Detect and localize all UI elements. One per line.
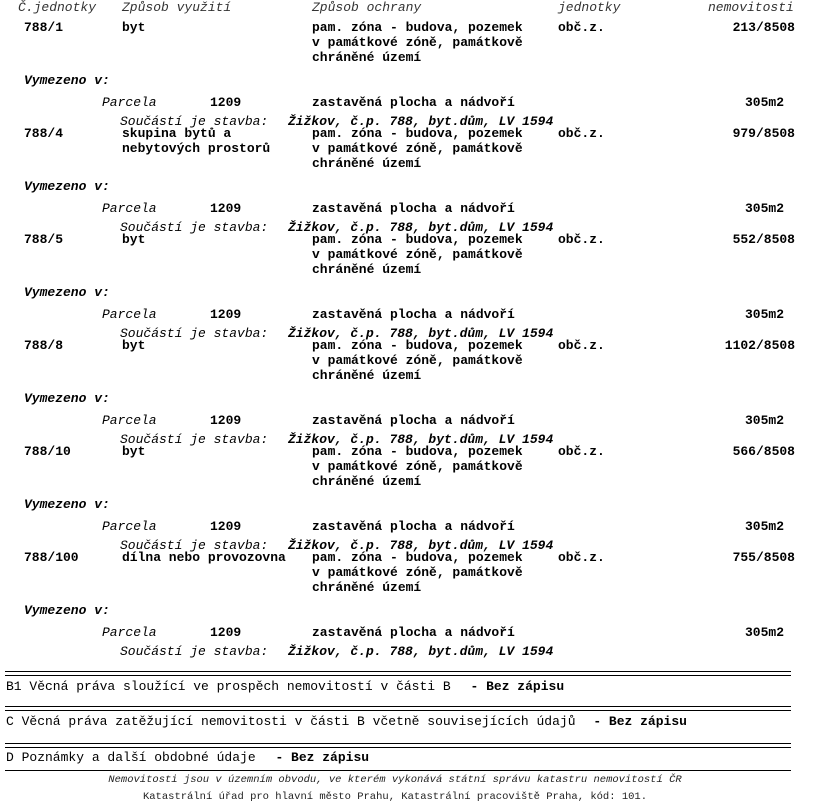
parcel-area: 305m2 (744, 413, 784, 428)
footer-rule (5, 770, 791, 771)
section-d-title: D Poznámky a další obdobné údaje (6, 750, 256, 765)
protection-line-3: chráněné území (312, 50, 422, 65)
protection-line-1: pam. zóna - budova, pozemek (312, 20, 523, 35)
protection-line-2: v památkové zóně, památkově (312, 35, 523, 50)
unit-use-line-1: byt (122, 20, 146, 35)
protection-line-1: pam. zóna - budova, pozemek (312, 338, 523, 353)
parcel-number: 1209 (210, 95, 242, 110)
unit-id: 788/5 (24, 232, 64, 247)
protection-line-1: pam. zóna - budova, pozemek (312, 126, 523, 141)
unit-type: obč.z. (558, 444, 605, 459)
protection-line-1: pam. zóna - budova, pozemek (312, 232, 523, 247)
section-b1-status: - Bez zápisu (470, 679, 565, 694)
building-info: Žižkov, č.p. 788, byt.dům, LV 1594 (288, 644, 554, 659)
parcel-number: 1209 (210, 413, 242, 428)
unit-share: 979/8508 (732, 126, 795, 141)
protection-line-1: pam. zóna - budova, pozemek (312, 444, 523, 459)
parcel-area: 305m2 (744, 95, 784, 110)
parcel-number: 1209 (210, 201, 242, 216)
protection-line-3: chráněné území (312, 156, 422, 171)
parcel-label: Parcela (102, 201, 157, 216)
section-d (6, 750, 369, 765)
parcel-number: 1209 (210, 307, 242, 322)
building-info: Žižkov, č.p. 788, byt.dům, LV 1594 (288, 538, 554, 553)
parcel-label: Parcela (102, 95, 157, 110)
unit-id: 788/1 (24, 20, 64, 35)
protection-line-2: v památkové zóně, památkově (312, 247, 523, 262)
col-header-unit: Č.jednotky (18, 0, 97, 15)
col-header-type: jednotky (558, 0, 621, 15)
parcel-area: 305m2 (744, 625, 784, 640)
defined-in-label: Vymezeno v: (24, 179, 110, 194)
parcel-number: 1209 (210, 625, 242, 640)
parcel-use: zastavěná plocha a nádvoří (312, 95, 515, 110)
parcel-number: 1209 (210, 519, 242, 534)
protection-line-3: chráněné území (312, 262, 422, 277)
unit-type: obč.z. (558, 338, 605, 353)
section-c-title: C Věcná práva zatěžující nemovitosti v části B včetně souvisejících údajů (6, 714, 576, 729)
parcel-area: 305m2 (744, 307, 784, 322)
building-label: Součástí je stavba: (120, 538, 269, 553)
col-header-protection: Způsob ochrany (312, 0, 422, 15)
footer-line-1: Nemovitosti jsou v územním obvodu, ve kterém vykonává státní správu katastru nemovitostí ČR (108, 774, 682, 786)
parcel-use: zastavěná plocha a nádvoří (312, 307, 515, 322)
parcel-use: zastavěná plocha a nádvoří (312, 519, 515, 534)
divider-d (5, 743, 791, 748)
unit-type: obč.z. (558, 126, 605, 141)
unit-share: 566/8508 (732, 444, 795, 459)
unit-use-line-1: byt (122, 444, 146, 459)
parcel-area: 305m2 (744, 201, 784, 216)
building-info: Žižkov, č.p. 788, byt.dům, LV 1594 (288, 326, 554, 341)
section-c-status: - Bez zápisu (593, 714, 687, 729)
building-label: Součástí je stavba: (120, 432, 269, 447)
divider-c (5, 706, 791, 711)
unit-use-line-1: dílna nebo provozovna (122, 550, 286, 565)
parcel-use: zastavěná plocha a nádvoří (312, 413, 515, 428)
unit-use-line-2: nebytových prostorů (122, 141, 271, 156)
building-info: Žižkov, č.p. 788, byt.dům, LV 1594 (288, 432, 554, 447)
unit-share: 755/8508 (732, 550, 795, 565)
section-d-status: - Bez zápisu (275, 750, 370, 765)
parcel-use: zastavěná plocha a nádvoří (312, 625, 515, 640)
protection-line-1: pam. zóna - budova, pozemek (312, 550, 523, 565)
building-label: Součástí je stavba: (120, 114, 269, 129)
parcel-label: Parcela (102, 519, 157, 534)
defined-in-label: Vymezeno v: (24, 603, 110, 618)
unit-share: 213/8508 (732, 20, 795, 35)
parcel-label: Parcela (102, 413, 157, 428)
unit-share: 1102/8508 (724, 338, 795, 353)
protection-line-2: v památkové zóně, památkově (312, 141, 523, 156)
unit-type: obč.z. (558, 232, 605, 247)
building-info: Žižkov, č.p. 788, byt.dům, LV 1594 (288, 220, 554, 235)
defined-in-label: Vymezeno v: (24, 391, 110, 406)
parcel-use: zastavěná plocha a nádvoří (312, 201, 515, 216)
unit-id: 788/8 (24, 338, 64, 353)
protection-line-3: chráněné území (312, 580, 422, 595)
section-c (6, 714, 687, 729)
protection-line-2: v památkové zóně, památkově (312, 459, 523, 474)
defined-in-label: Vymezeno v: (24, 497, 110, 512)
unit-id: 788/100 (24, 550, 79, 565)
section-b1-title: B1 Věcná práva sloužící ve prospěch nemovitostí v části B (6, 679, 451, 694)
defined-in-label: Vymezeno v: (24, 73, 110, 88)
parcel-area: 305m2 (744, 519, 784, 534)
protection-line-3: chráněné území (312, 368, 422, 383)
building-label: Součástí je stavba: (120, 220, 269, 235)
protection-line-2: v památkové zóně, památkově (312, 565, 523, 580)
unit-use-line-1: byt (122, 232, 146, 247)
protection-line-3: chráněné území (312, 474, 422, 489)
protection-line-2: v památkové zóně, památkově (312, 353, 523, 368)
building-info: Žižkov, č.p. 788, byt.dům, LV 1594 (288, 114, 554, 129)
parcel-label: Parcela (102, 307, 157, 322)
col-header-share: nemovitosti (708, 0, 794, 15)
footer-line-2: Katastrální úřad pro hlavní město Prahu, Katastrální pracoviště Praha, kód: 101. (142, 791, 648, 803)
unit-type: obč.z. (558, 550, 605, 565)
building-label: Součástí je stavba: (120, 644, 269, 659)
defined-in-label: Vymezeno v: (24, 285, 110, 300)
building-label: Součástí je stavba: (120, 326, 269, 341)
unit-use-line-1: byt (122, 338, 146, 353)
unit-share: 552/8508 (732, 232, 795, 247)
unit-use-line-1: skupina bytů a (122, 126, 232, 141)
section-b1 (6, 679, 564, 694)
unit-id: 788/10 (24, 444, 71, 459)
parcel-label: Parcela (102, 625, 157, 640)
unit-id: 788/4 (24, 126, 64, 141)
divider-b1 (5, 671, 791, 676)
unit-type: obč.z. (558, 20, 605, 35)
col-header-use: Způsob využití (122, 0, 232, 15)
